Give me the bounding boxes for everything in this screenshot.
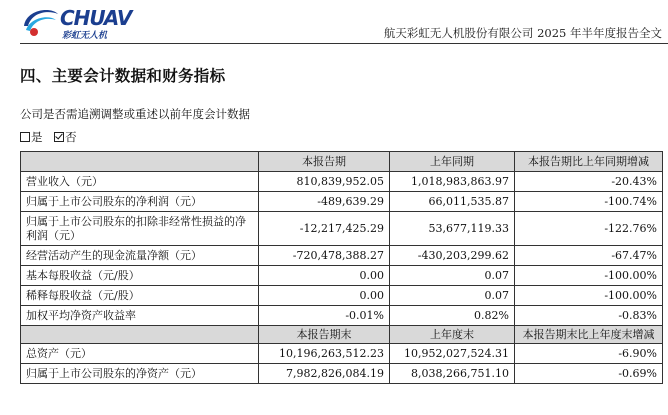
prior-value: -430,203,299.62 — [390, 246, 515, 266]
table-row — [21, 266, 663, 286]
current-value: 810,839,952.05 — [259, 172, 390, 192]
financial-indicators-table — [20, 151, 663, 384]
header-cell — [21, 326, 259, 344]
prior-value: 66,011,535.87 — [390, 192, 515, 212]
row-label: 归属于上市公司股东的净利润（元） — [21, 192, 259, 212]
header-divider — [20, 43, 668, 44]
change-value: -20.43% — [515, 172, 663, 192]
logo-subtext: 彩虹无人机 — [62, 31, 108, 41]
change-value: -0.83% — [515, 306, 663, 326]
table-row — [21, 172, 663, 192]
table-row — [21, 286, 663, 306]
row-label: 加权平均净资产收益率 — [21, 306, 259, 326]
change-value: -0.69% — [515, 364, 663, 384]
rainbow-swoosh-icon — [20, 4, 60, 40]
restatement-question: 公司是否需追溯调整或重述以前年度会计数据 — [20, 107, 250, 121]
current-value: -489,639.29 — [259, 192, 390, 212]
yes-label: 是 — [31, 130, 43, 144]
table-header-row — [21, 152, 663, 172]
change-value: -100.00% — [515, 286, 663, 306]
current-value: -0.01% — [259, 306, 390, 326]
page-header — [0, 0, 668, 46]
change-value: -122.76% — [515, 212, 663, 246]
header-cell: 本报告期比上年同期增减 — [515, 152, 663, 172]
row-label: 归属于上市公司股东的净资产（元） — [21, 364, 259, 384]
current-value: 0.00 — [259, 286, 390, 306]
change-value: -100.74% — [515, 192, 663, 212]
prior-value: 0.07 — [390, 286, 515, 306]
table-row — [21, 192, 663, 212]
report-title: 航天彩虹无人机股份有限公司 2025 年半年度报告全文 — [383, 26, 662, 40]
prior-value: 8,038,266,751.10 — [390, 364, 515, 384]
prior-value: 10,952,027,524.31 — [390, 344, 515, 364]
company-logo — [20, 4, 160, 42]
prior-value: 0.07 — [390, 266, 515, 286]
change-value: -67.47% — [515, 246, 663, 266]
row-label: 稀释每股收益（元/股） — [21, 286, 259, 306]
table-row — [21, 212, 663, 246]
row-label: 经营活动产生的现金流量净额（元） — [21, 246, 259, 266]
table-row — [21, 364, 663, 384]
header-cell: 上年同期 — [390, 152, 515, 172]
current-value: -720,478,388.27 — [259, 246, 390, 266]
yes-checkbox — [20, 132, 30, 142]
no-checkbox-checked — [54, 132, 64, 142]
header-cell — [21, 152, 259, 172]
header-cell: 上年度末 — [390, 326, 515, 344]
table-row — [21, 246, 663, 266]
row-label: 营业收入（元） — [21, 172, 259, 192]
section-title: 四、主要会计数据和财务指标 — [20, 67, 226, 85]
change-value: -100.00% — [515, 266, 663, 286]
table-row — [21, 306, 663, 326]
header-cell: 本报告期末 — [259, 326, 390, 344]
prior-value: 0.82% — [390, 306, 515, 326]
current-value: 7,982,826,084.19 — [259, 364, 390, 384]
row-label: 归属于上市公司股东的扣除非经常性损益的净利润（元） — [21, 212, 259, 246]
row-label: 总资产（元） — [21, 344, 259, 364]
table-header-row — [21, 326, 663, 344]
current-value: -12,217,425.29 — [259, 212, 390, 246]
change-value: -6.90% — [515, 344, 663, 364]
header-cell: 本报告期 — [259, 152, 390, 172]
header-cell: 本报告期末比上年度末增减 — [515, 326, 663, 344]
restatement-answers — [20, 129, 77, 145]
prior-value: 1,018,983,863.97 — [390, 172, 515, 192]
prior-value: 53,677,119.33 — [390, 212, 515, 246]
current-value: 10,196,263,512.23 — [259, 344, 390, 364]
table-row — [21, 344, 663, 364]
logo-text: CHUAV — [60, 6, 132, 30]
current-value: 0.00 — [259, 266, 390, 286]
row-label: 基本每股收益（元/股） — [21, 266, 259, 286]
no-label: 否 — [65, 130, 77, 144]
